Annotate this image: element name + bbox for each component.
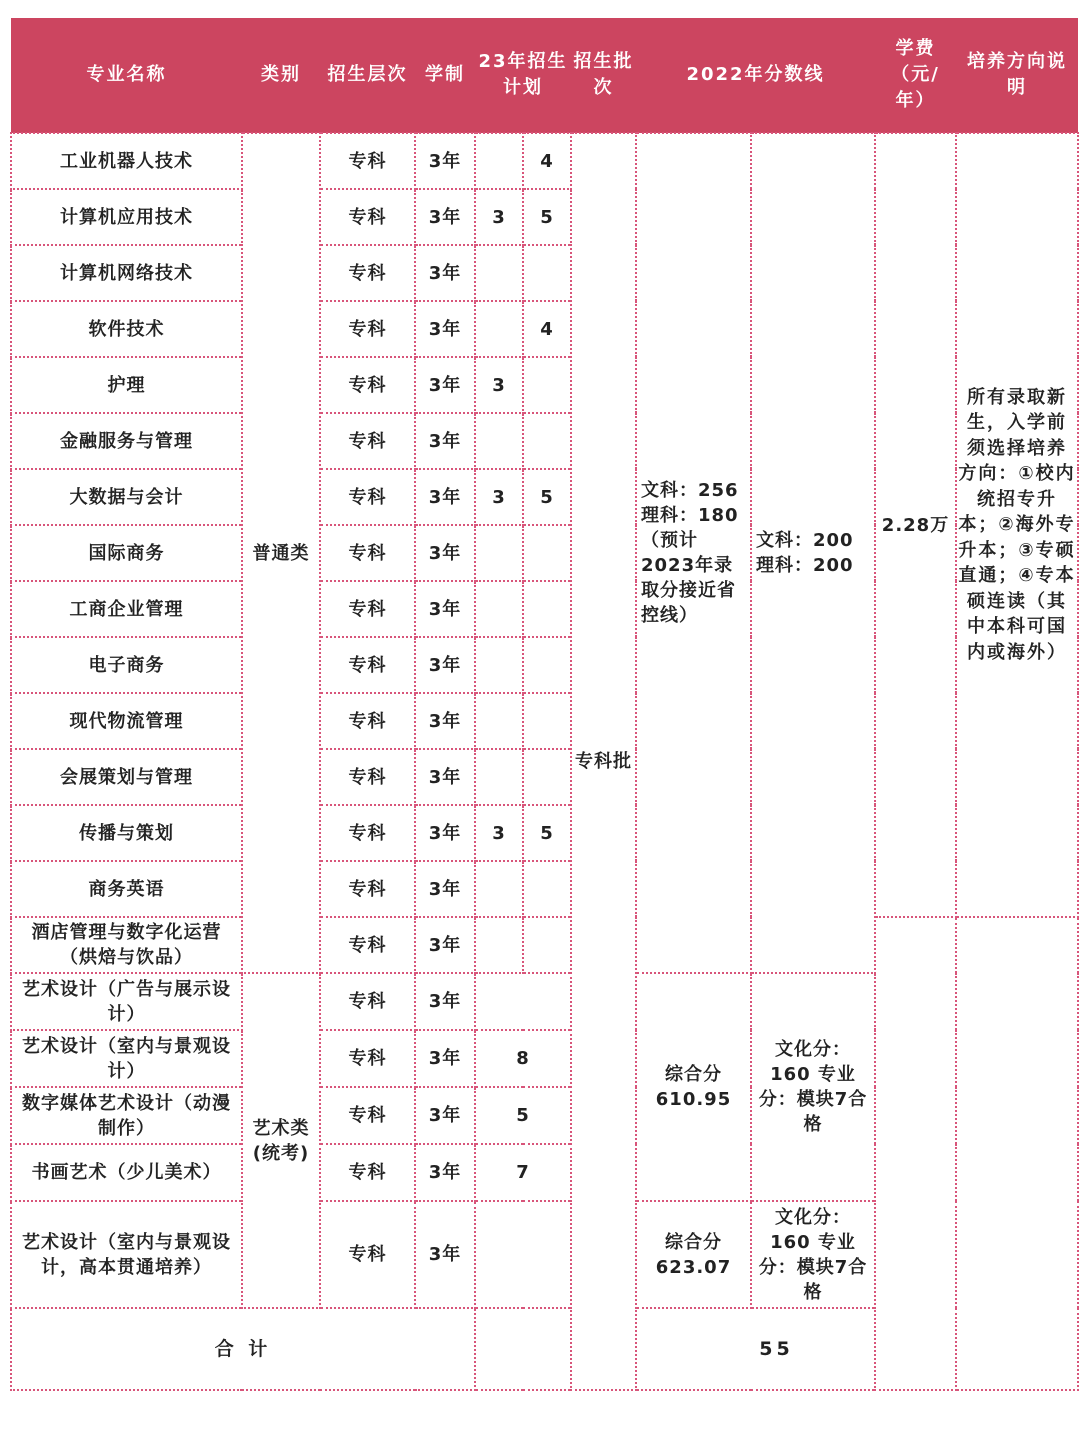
direction-note-cell: 所有录取新生，入学前须选择培养方向：①校内统招专升本；②海外专升本；③专硕直通；④专本硕连读（其中本科可国内或海外） xyxy=(956,133,1078,917)
level-cell: 专科 xyxy=(320,245,415,301)
header-score-2022: 2022年分数线 xyxy=(636,18,875,133)
duration-cell: 3年 xyxy=(415,245,475,301)
duration-cell: 3年 xyxy=(415,525,475,581)
major-name: 护理 xyxy=(11,357,242,413)
admission-table-container xyxy=(10,18,1077,1391)
level-cell: 专科 xyxy=(320,357,415,413)
level-cell: 专科 xyxy=(320,413,415,469)
plan-cell: 7 xyxy=(475,1144,571,1201)
duration-cell: 3年 xyxy=(415,189,475,245)
header-category: 类别 xyxy=(242,18,320,133)
plan-b-cell xyxy=(523,637,571,693)
major-name: 会展策划与管理 xyxy=(11,749,242,805)
level-cell: 专科 xyxy=(320,973,415,1030)
duration-cell: 3年 xyxy=(415,1144,475,1201)
duration-cell: 3年 xyxy=(415,917,475,973)
plan-b-cell: 5 xyxy=(523,189,571,245)
duration-cell: 3年 xyxy=(415,1030,475,1087)
plan-b-cell: 4 xyxy=(523,301,571,357)
duration-cell: 3年 xyxy=(415,693,475,749)
header-batch: 招生批次 xyxy=(571,18,636,133)
major-name: 大数据与会计 xyxy=(11,469,242,525)
major-name: 酒店管理与数字化运营（烘焙与饮品） xyxy=(11,917,242,973)
header-level: 招生层次 xyxy=(320,18,415,133)
level-cell: 专科 xyxy=(320,189,415,245)
plan-b-cell xyxy=(523,413,571,469)
major-name: 工业机器人技术 xyxy=(11,133,242,189)
plan-a-cell xyxy=(475,413,523,469)
header-plan: 23年招生计划 xyxy=(475,18,571,133)
table-row xyxy=(11,133,1078,189)
header-name: 专业名称 xyxy=(11,18,242,133)
header-row xyxy=(11,18,1078,133)
major-name: 传播与策划 xyxy=(11,805,242,861)
table-row xyxy=(11,917,1078,973)
plan-a-cell xyxy=(475,637,523,693)
duration-cell: 3年 xyxy=(415,1201,475,1308)
level-cell: 专科 xyxy=(320,469,415,525)
plan-b-cell xyxy=(523,693,571,749)
plan-b-cell xyxy=(523,581,571,637)
major-name: 书画艺术（少儿美术） xyxy=(11,1144,242,1201)
plan-a-cell xyxy=(475,581,523,637)
level-cell: 专科 xyxy=(320,693,415,749)
plan-cell: 5 xyxy=(475,1087,571,1144)
duration-cell: 3年 xyxy=(415,133,475,189)
duration-cell: 3年 xyxy=(415,301,475,357)
level-cell: 专科 xyxy=(320,861,415,917)
plan-a-cell: 3 xyxy=(475,357,523,413)
major-name: 数字媒体艺术设计（动漫制作） xyxy=(11,1087,242,1144)
major-name: 艺术设计（室内与景观设计） xyxy=(11,1030,242,1087)
plan-a-cell: 3 xyxy=(475,189,523,245)
art-score-a-cell: 综合分610.95 xyxy=(636,973,751,1201)
level-cell: 专科 xyxy=(320,1144,415,1201)
level-cell: 专科 xyxy=(320,637,415,693)
total-label: 合 计 xyxy=(11,1308,475,1390)
header-duration: 学制 xyxy=(415,18,475,133)
duration-cell: 3年 xyxy=(415,805,475,861)
general-score-b-cell: 文科：200 理科：200 xyxy=(751,133,875,973)
duration-cell: 3年 xyxy=(415,357,475,413)
plan-a-cell xyxy=(475,301,523,357)
plan-a-cell xyxy=(475,245,523,301)
last-score-b-cell: 文化分：160 专业分：模块7合格 xyxy=(751,1201,875,1308)
plan-a-cell: 3 xyxy=(475,805,523,861)
plan-a-cell xyxy=(475,861,523,917)
admission-plan-table xyxy=(10,18,1079,1391)
level-cell: 专科 xyxy=(320,133,415,189)
general-category-cell: 普通类 xyxy=(242,133,320,973)
duration-cell: 3年 xyxy=(415,581,475,637)
total-value: 55 xyxy=(475,1308,1078,1390)
plan-b-cell xyxy=(523,525,571,581)
batch-cell: 专科批 xyxy=(571,133,636,1390)
duration-cell: 3年 xyxy=(415,973,475,1030)
major-name: 金融服务与管理 xyxy=(11,413,242,469)
major-name: 国际商务 xyxy=(11,525,242,581)
art-score-b-cell: 文化分：160 专业分：模块7合格 xyxy=(751,973,875,1201)
major-name: 工商企业管理 xyxy=(11,581,242,637)
plan-b-cell: 4 xyxy=(523,133,571,189)
plan-b-cell: 5 xyxy=(523,469,571,525)
art-category-cell: 艺术类(统考) xyxy=(242,973,320,1308)
level-cell: 专科 xyxy=(320,917,415,973)
level-cell: 专科 xyxy=(320,805,415,861)
level-cell: 专科 xyxy=(320,1201,415,1308)
plan-cell xyxy=(475,1201,571,1308)
major-name: 计算机应用技术 xyxy=(11,189,242,245)
major-name: 计算机网络技术 xyxy=(11,245,242,301)
general-score-a-cell: 文科：256 理科：180 （预计2023年录取分接近省控线） xyxy=(636,133,751,973)
level-cell: 专科 xyxy=(320,525,415,581)
general-fee-cell: 2.28万 xyxy=(875,133,956,917)
plan-a-cell: 3 xyxy=(475,469,523,525)
major-name: 现代物流管理 xyxy=(11,693,242,749)
plan-b-cell xyxy=(523,357,571,413)
plan-cell: 8 xyxy=(475,1030,571,1087)
level-cell: 专科 xyxy=(320,1087,415,1144)
major-name: 艺术设计（室内与景观设计，高本贯通培养） xyxy=(11,1201,242,1308)
major-name: 软件技术 xyxy=(11,301,242,357)
plan-a-cell xyxy=(475,749,523,805)
plan-a-cell xyxy=(475,917,523,973)
major-name: 商务英语 xyxy=(11,861,242,917)
duration-cell: 3年 xyxy=(415,469,475,525)
plan-b-cell xyxy=(523,917,571,973)
plan-cell xyxy=(475,973,571,1030)
plan-b-cell xyxy=(523,861,571,917)
level-cell: 专科 xyxy=(320,581,415,637)
plan-b-cell xyxy=(523,749,571,805)
level-cell: 专科 xyxy=(320,301,415,357)
header-fee: 学费（元/年） xyxy=(875,18,956,133)
duration-cell: 3年 xyxy=(415,861,475,917)
plan-b-cell xyxy=(523,245,571,301)
level-cell: 专科 xyxy=(320,1030,415,1087)
header-direction: 培养方向说明 xyxy=(956,18,1078,133)
plan-b-cell: 5 xyxy=(523,805,571,861)
plan-a-cell xyxy=(475,693,523,749)
total-row xyxy=(11,1308,1078,1390)
plan-a-cell xyxy=(475,525,523,581)
level-cell: 专科 xyxy=(320,749,415,805)
duration-cell: 3年 xyxy=(415,749,475,805)
last-score-a-cell: 综合分623.07 xyxy=(636,1201,751,1308)
duration-cell: 3年 xyxy=(415,637,475,693)
major-name: 电子商务 xyxy=(11,637,242,693)
major-name: 艺术设计（广告与展示设计） xyxy=(11,973,242,1030)
duration-cell: 3年 xyxy=(415,413,475,469)
plan-a-cell xyxy=(475,133,523,189)
duration-cell: 3年 xyxy=(415,1087,475,1144)
